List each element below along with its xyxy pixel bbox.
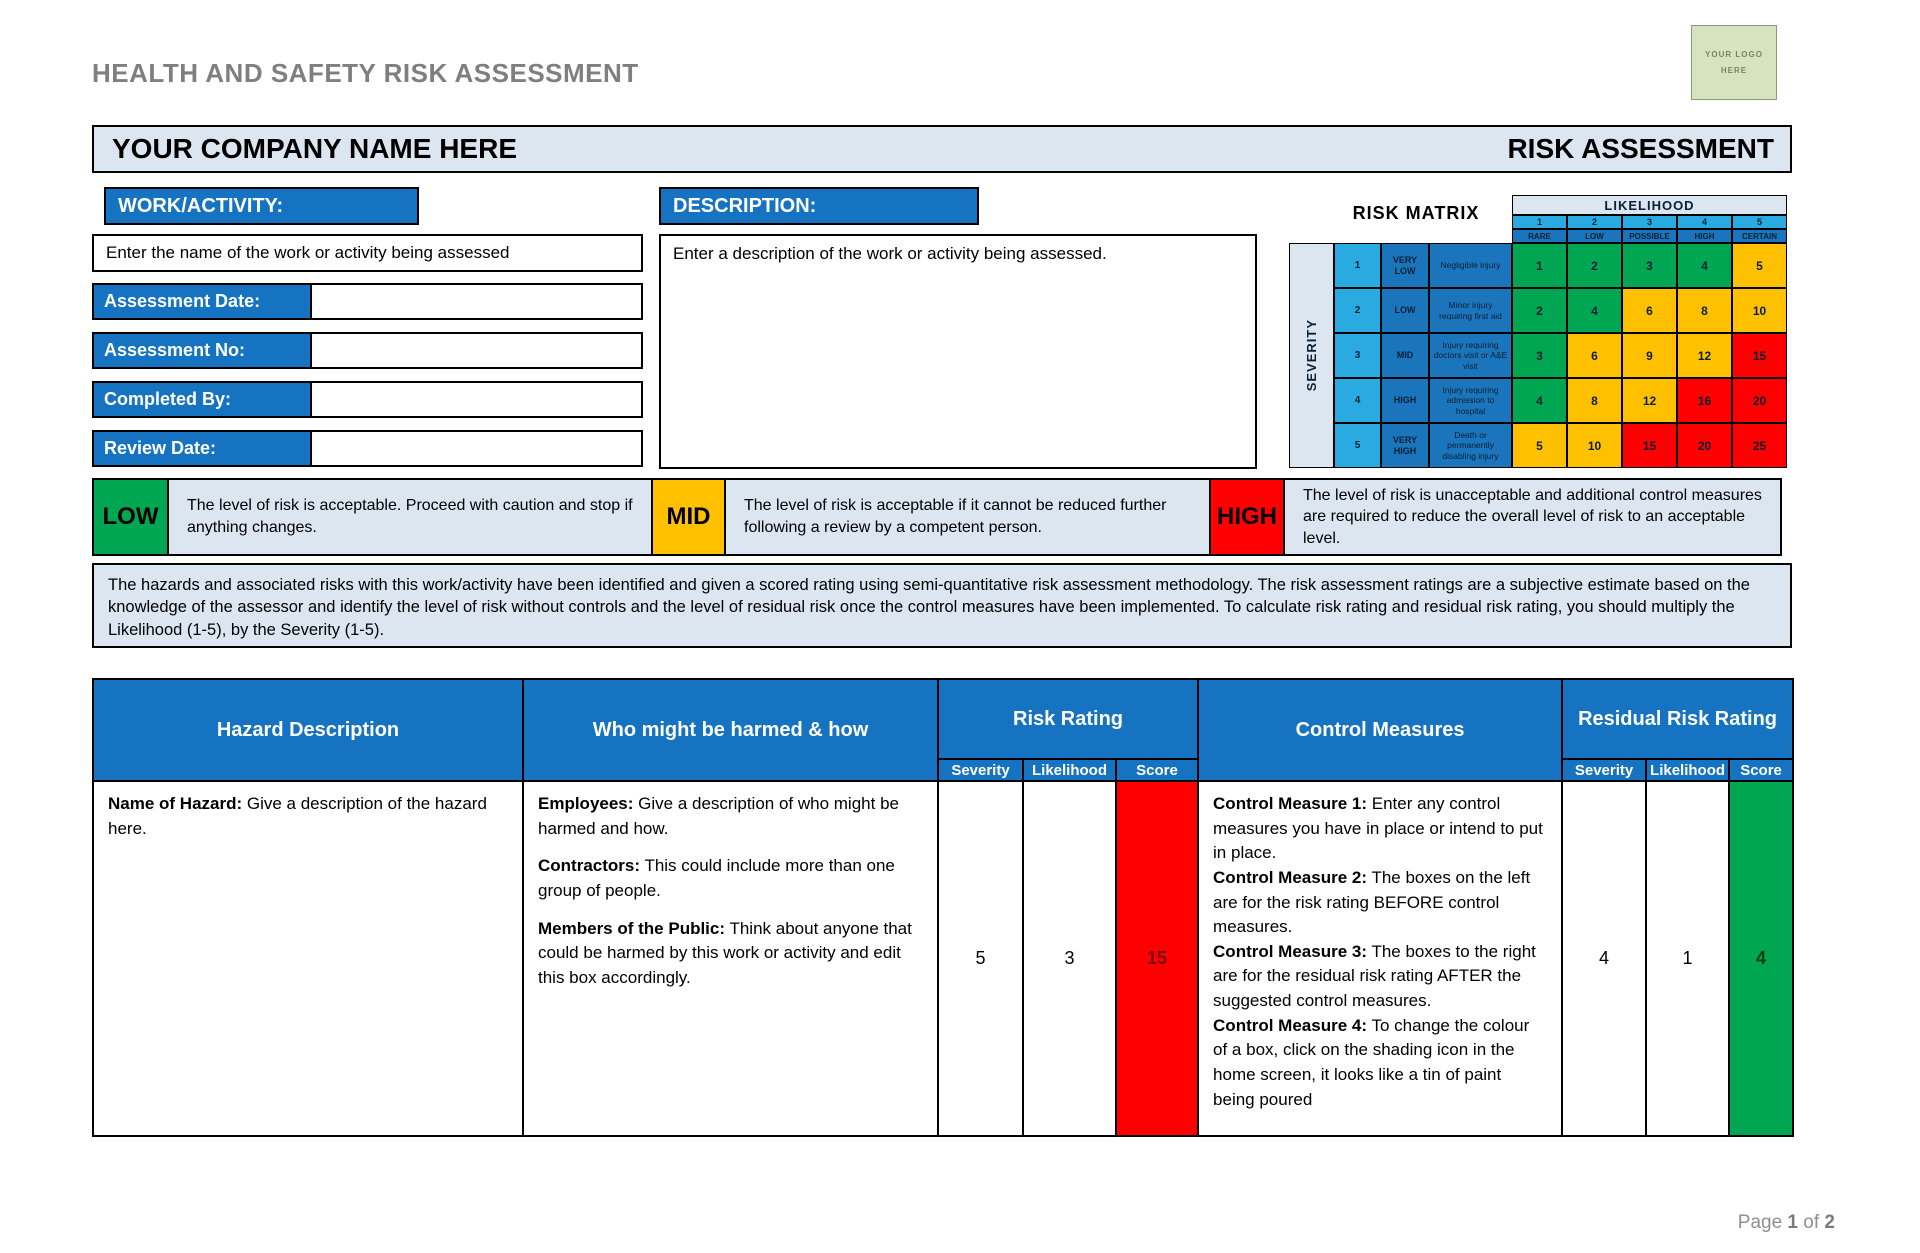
matrix-score-cell: 16 bbox=[1677, 378, 1732, 423]
assessment-no-input[interactable] bbox=[312, 332, 643, 369]
matrix-score-cell: 10 bbox=[1732, 288, 1787, 333]
legend-low-chip: LOW bbox=[92, 478, 169, 556]
matrix-likelihood-level: RARE bbox=[1512, 229, 1567, 243]
who-harmed-cell[interactable]: Employees: Give a description of who might be harmed and how. Contractors: This could include more than one group of people. Members of the Public: Think about anyone that could be harmed by this work or activity and edit this box accordingly. bbox=[523, 781, 938, 1136]
risk-severity-cell[interactable]: 5 bbox=[938, 781, 1023, 1136]
control-measures-cell[interactable]: Control Measure 1: Enter any control measures you have in place or intend to put in place. Control Measure 2: The boxes on the left are for the risk rating BEFORE control measures. Control Measure 3: The boxes to the right are for the residual risk rating AFTER the suggested control measures. Control Measure 4: To change the colour of a box, click on the shading icon in the home screen, it looks like a tin of paint being poured bbox=[1198, 781, 1562, 1136]
col-header-control: Control Measures bbox=[1198, 679, 1562, 781]
table-row bbox=[93, 781, 1793, 1136]
matrix-severity-description: Injury requiring admission to hospital bbox=[1429, 378, 1512, 423]
matrix-severity-description: Injury requiring doctors visit or A&E visit bbox=[1429, 333, 1512, 378]
matrix-severity-number: 2 bbox=[1334, 288, 1381, 333]
document-type-label: RISK ASSESSMENT bbox=[1507, 133, 1774, 164]
matrix-likelihood-number: 5 bbox=[1732, 215, 1787, 229]
subheader-residual-likelihood: Likelihood bbox=[1646, 759, 1729, 781]
matrix-severity-level: MID bbox=[1381, 333, 1429, 378]
risk-matrix-grid bbox=[1289, 195, 1787, 468]
matrix-likelihood-level: POSSIBLE bbox=[1622, 229, 1677, 243]
matrix-severity-number: 3 bbox=[1334, 333, 1381, 378]
matrix-severity-description: Minor injury requiring first aid bbox=[1429, 288, 1512, 333]
matrix-likelihood-number: 1 bbox=[1512, 215, 1567, 229]
col-header-hazard: Hazard Description bbox=[93, 679, 523, 781]
matrix-likelihood-level: LOW bbox=[1567, 229, 1622, 243]
matrix-likelihood-level: HIGH bbox=[1677, 229, 1732, 243]
work-activity-input[interactable]: Enter the name of the work or activity being assessed bbox=[92, 234, 643, 272]
risk-likelihood-cell[interactable]: 3 bbox=[1023, 781, 1116, 1136]
matrix-score-cell: 8 bbox=[1567, 378, 1622, 423]
matrix-score-cell: 12 bbox=[1677, 333, 1732, 378]
subheader-residual-severity: Severity bbox=[1562, 759, 1646, 781]
matrix-score-cell: 3 bbox=[1512, 333, 1567, 378]
residual-score-cell[interactable]: 4 bbox=[1729, 781, 1793, 1136]
matrix-score-cell: 12 bbox=[1622, 378, 1677, 423]
review-date-input[interactable] bbox=[312, 430, 643, 467]
risk-level-legend bbox=[92, 478, 1792, 556]
logo-placeholder[interactable] bbox=[1691, 25, 1777, 100]
matrix-score-cell: 9 bbox=[1622, 333, 1677, 378]
assessment-date-label: Assessment Date: bbox=[92, 283, 312, 320]
work-activity-header: WORK/ACTIVITY: bbox=[104, 187, 419, 225]
matrix-severity-level: VERY LOW bbox=[1381, 243, 1429, 288]
matrix-severity-number: 1 bbox=[1334, 243, 1381, 288]
review-date-label: Review Date: bbox=[92, 430, 312, 467]
assessment-no-label: Assessment No: bbox=[92, 332, 312, 369]
matrix-score-cell: 6 bbox=[1567, 333, 1622, 378]
subheader-score: Score bbox=[1116, 759, 1198, 781]
matrix-score-cell: 2 bbox=[1512, 288, 1567, 333]
assessment-date-row bbox=[92, 283, 643, 320]
matrix-score-cell: 5 bbox=[1732, 243, 1787, 288]
logo-text-line1: YOUR LOGO bbox=[1705, 50, 1763, 59]
methodology-note: The hazards and associated risks with this work/activity have been identified and given a scored rating using semi-quantitative risk assessment methodology. The risk assessment ratings are a subjective estimate based on the knowledge of the assessor and identify the level of risk without controls and the level of residual risk once the control measures have been implemented. To calculate risk rating and residual risk rating, you should multiply the Likelihood (1-5), by the Severity (1-5). bbox=[92, 563, 1792, 648]
matrix-severity-number: 4 bbox=[1334, 378, 1381, 423]
matrix-severity-description: Death or permanently disabling injury bbox=[1429, 423, 1512, 468]
assessment-no-row bbox=[92, 332, 643, 369]
subheader-likelihood: Likelihood bbox=[1023, 759, 1116, 781]
matrix-score-cell: 4 bbox=[1512, 378, 1567, 423]
col-header-risk-rating: Risk Rating bbox=[938, 679, 1198, 759]
matrix-score-cell: 25 bbox=[1732, 423, 1787, 468]
matrix-severity-level: LOW bbox=[1381, 288, 1429, 333]
description-input[interactable]: Enter a description of the work or activity being assessed. bbox=[659, 234, 1257, 469]
company-name[interactable]: YOUR COMPANY NAME HERE bbox=[112, 133, 518, 164]
matrix-score-cell: 20 bbox=[1732, 378, 1787, 423]
col-header-who: Who might be harmed & how bbox=[523, 679, 938, 781]
page-number: Page 1 of 2 bbox=[1737, 1212, 1835, 1233]
matrix-score-cell: 1 bbox=[1512, 243, 1567, 288]
residual-severity-cell[interactable]: 4 bbox=[1562, 781, 1646, 1136]
matrix-likelihood-number: 3 bbox=[1622, 215, 1677, 229]
residual-likelihood-cell[interactable]: 1 bbox=[1646, 781, 1729, 1136]
matrix-score-cell: 10 bbox=[1567, 423, 1622, 468]
hazard-table bbox=[92, 678, 1794, 1137]
matrix-score-cell: 6 bbox=[1622, 288, 1677, 333]
completed-by-input[interactable] bbox=[312, 381, 643, 418]
hazard-description-cell[interactable]: Name of Hazard: Give a description of the hazard here. bbox=[93, 781, 523, 1136]
logo-text-line2: HERE bbox=[1720, 66, 1748, 75]
review-date-row bbox=[92, 430, 643, 467]
subheader-residual-score: Score bbox=[1729, 759, 1793, 781]
company-banner bbox=[92, 125, 1792, 173]
completed-by-row bbox=[92, 381, 643, 418]
matrix-severity-header: SEVERITY bbox=[1289, 243, 1334, 468]
risk-score-cell[interactable]: 15 bbox=[1116, 781, 1198, 1136]
matrix-score-cell: 15 bbox=[1732, 333, 1787, 378]
col-header-residual: Residual Risk Rating bbox=[1562, 679, 1793, 759]
matrix-score-cell: 5 bbox=[1512, 423, 1567, 468]
matrix-score-cell: 4 bbox=[1677, 243, 1732, 288]
completed-by-label: Completed By: bbox=[92, 381, 312, 418]
matrix-severity-level: HIGH bbox=[1381, 378, 1429, 423]
legend-low-text: The level of risk is acceptable. Proceed with caution and stop if anything changes. bbox=[167, 478, 653, 556]
matrix-score-cell: 3 bbox=[1622, 243, 1677, 288]
matrix-score-cell: 15 bbox=[1622, 423, 1677, 468]
matrix-score-cell: 20 bbox=[1677, 423, 1732, 468]
assessment-date-input[interactable] bbox=[312, 283, 643, 320]
legend-high-text: The level of risk is unacceptable and additional control measures are required to reduce the overall level of risk to an acceptable level. bbox=[1283, 478, 1782, 556]
page-title: HEALTH AND SAFETY RISK ASSESSMENT bbox=[92, 58, 639, 88]
matrix-likelihood-number: 2 bbox=[1567, 215, 1622, 229]
matrix-likelihood-number: 4 bbox=[1677, 215, 1732, 229]
matrix-likelihood-level: CERTAIN bbox=[1732, 229, 1787, 243]
matrix-severity-number: 5 bbox=[1334, 423, 1381, 468]
risk-matrix-title: RISK MATRIX bbox=[1352, 203, 1480, 223]
matrix-score-cell: 8 bbox=[1677, 288, 1732, 333]
legend-high-chip: HIGH bbox=[1209, 478, 1285, 556]
legend-mid-chip: MID bbox=[651, 478, 726, 556]
matrix-score-cell: 4 bbox=[1567, 288, 1622, 333]
description-header: DESCRIPTION: bbox=[659, 187, 979, 225]
matrix-likelihood-header: LIKELIHOOD bbox=[1512, 195, 1787, 215]
matrix-severity-level: VERY HIGH bbox=[1381, 423, 1429, 468]
matrix-severity-description: Negligible injury bbox=[1429, 243, 1512, 288]
subheader-severity: Severity bbox=[938, 759, 1023, 781]
legend-mid-text: The level of risk is acceptable if it cannot be reduced further following a review by a competent person. bbox=[724, 478, 1211, 556]
matrix-score-cell: 2 bbox=[1567, 243, 1622, 288]
